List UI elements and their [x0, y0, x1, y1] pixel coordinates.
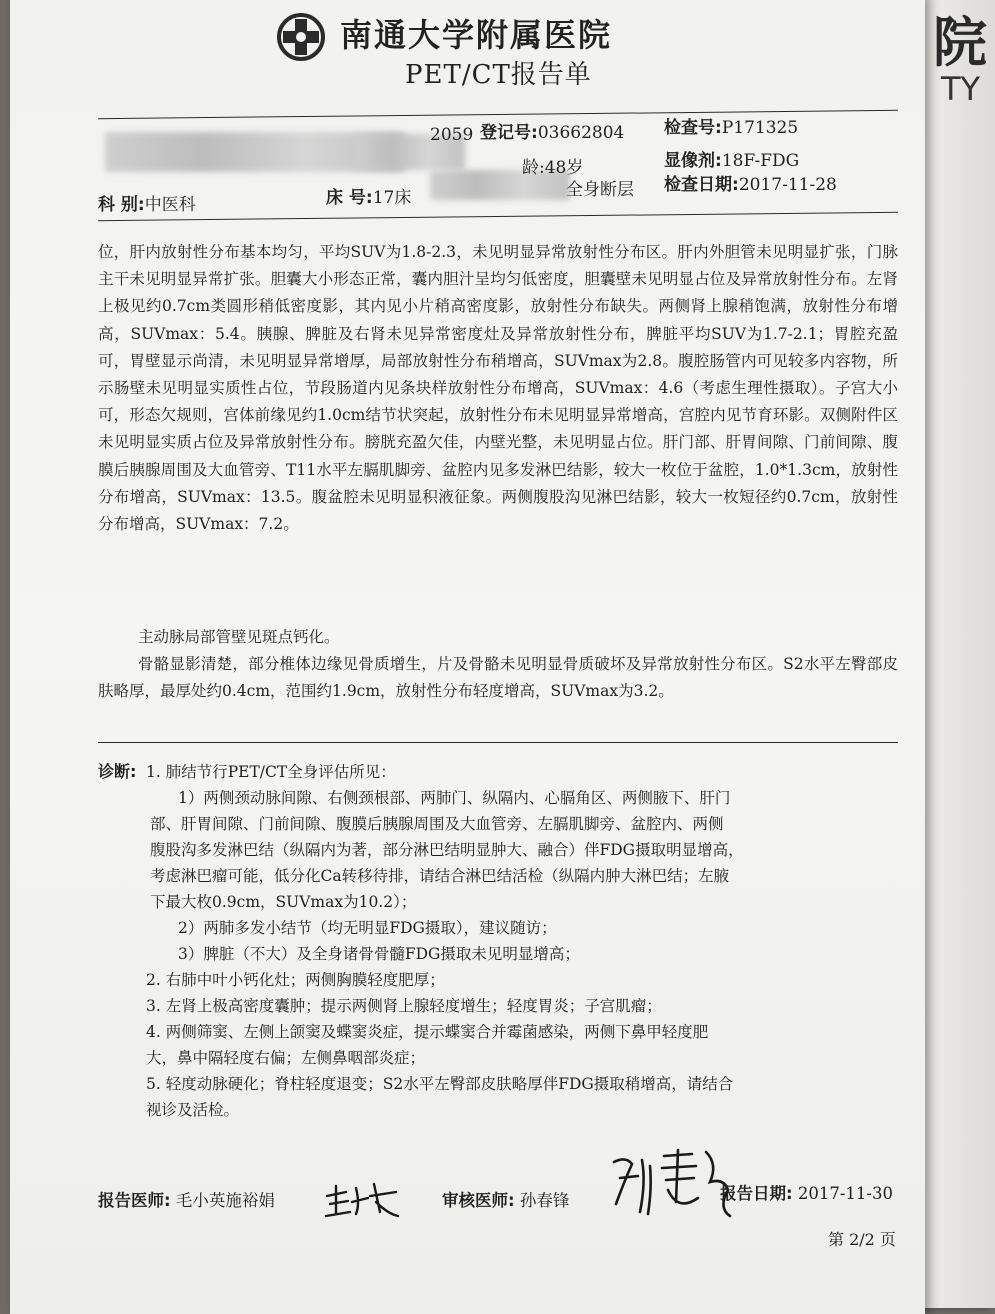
- registration-number: [480, 118, 624, 143]
- reviewer-name: 孙春锋: [519, 1191, 570, 1210]
- diagnosis-line: 1. 肺结节行PET/CT全身评估所见：: [146, 763, 396, 781]
- diagnosis-line: 下最大枚0.9cm，SUVmax为10.2）；: [150, 893, 417, 911]
- exam-number-value: P171325: [721, 118, 799, 138]
- tracer: [664, 146, 799, 171]
- report-doctor: [98, 1187, 275, 1211]
- report-date-label: 报告日期:: [720, 1184, 793, 1203]
- page-number: 第 2/2 页: [828, 1230, 896, 1249]
- report-date-value: 2017-11-30: [797, 1184, 893, 1203]
- reviewer-label: 审核医师:: [442, 1191, 515, 1210]
- diagnosis-line: 大，鼻中隔轻度右偏；左侧鼻咽部炎症；: [146, 1049, 426, 1067]
- findings-paragraph-2: 主动脉局部管壁见斑点钙化。: [138, 628, 340, 646]
- report-sheet: [10, 0, 925, 1314]
- report-doctor-label: 报告医师:: [98, 1191, 171, 1210]
- diagnosis-line: 5. 轻度动脉硬化；脊柱轻度退变；S2水平左臀部皮肤略厚伴FDG摄取稍增高，请结合: [146, 1075, 734, 1093]
- reviewer: [442, 1187, 569, 1211]
- diagnosis-label: 诊断:: [98, 762, 137, 781]
- registration-value: 03662804: [537, 123, 625, 143]
- report-date: [720, 1180, 893, 1204]
- doctor-signature: [322, 1174, 402, 1224]
- exam-date-label: 检查日期:: [664, 175, 739, 195]
- diagnosis-line: 视诊及活检。: [146, 1101, 240, 1119]
- report-doctor-name: 毛小英施裕娟: [175, 1191, 275, 1210]
- tracer-value: 18F-FDG: [721, 151, 800, 171]
- findings-paragraph-1: 位，肝内放射性分布基本均匀，平均SUV为1.8-2.3，未见明显异常放射性分布区。肝内外胆管未见明显扩张，门脉主干未见明显异常扩张。胆囊大小形态正常，囊内胆汁呈均匀低密度，胆囊壁未见明显占位及异常放射性分布。左肾上极见约0.7cm类圆形稍低密度影，其内见小片稍高密度影，放射性分布缺失。两侧肾上腺稍饱满，放射性分布增高，SUVmax：5.4。胰腺、脾脏及右肾未见异常密度灶及异常放射性分布，脾脏平均SUV为1.7-2.1；胃腔充盈可，胃壁显示尚清，未见明显异常增厚，局部放射性分布稍增高，SUVmax为2.8。腹腔肠管内可见较多内容物，所示肠壁未见明显实质性占位，节段肠道内见条块样放射性分布增高，SUVmax：4.6（考虑生理性摄取）。子宫大小可，形态欠规则，宫体前缘见约1.0cm结节状突起，放射性分布未见明显异常增高，宫腔内见节育环影。双侧附件区未见明显实质占位及异常放射性分布。膀胱充盈欠佳，内壁光整，未见明显占位。肝门部、肝胃间隙、门前间隙、腹膜后胰腺周围及大血管旁、T11水平左膈肌脚旁、盆腔内见多发淋巴结影，较大一枚位于盆腔，1.0*1.3cm，放射性分布增高，SUVmax：13.5。腹盆腔未见明显积液征象。两侧腹股沟见淋巴结影，较大一枚短径约0.7cm，放射性分布增高，SUVmax：7.2。: [98, 243, 898, 534]
- bed-value: 17床: [372, 188, 412, 208]
- department-label: 科 别:: [98, 195, 145, 215]
- diagnosis-line: 考虑淋巴瘤可能，低分化Ca转移待排，请结合淋巴结活检（纵隔内肿大淋巴结；左腋: [150, 867, 730, 885]
- background-page-edge-text-2: TY: [941, 70, 981, 108]
- findings-paragraph-3: 骨骼显影清楚，部分椎体边缘见骨质增生，片及骨骼未见明显骨质破坏及异常放射性分布区。S2水平左臀部皮肤略厚，最厚处约0.4cm，范围约1.9cm，放射性分布轻度增高，SUVmax为3.2。: [98, 655, 898, 701]
- diagnosis-line: 2. 右肺中叶小钙化灶；两侧胸膜轻度肥厚；: [146, 971, 445, 989]
- exam-part: 全身断层: [566, 180, 634, 200]
- exam-date-value: 2017-11-28: [738, 175, 837, 195]
- report-title: PET/CT报告单: [405, 60, 592, 90]
- tracer-label: 显像剂:: [664, 151, 722, 171]
- diagnosis-line: 3. 左肾上极高密度囊肿；提示两侧肾上腺轻度增生；轻度胃炎；子宫肌瘤；: [146, 997, 662, 1015]
- registration-label: 登记号:: [480, 123, 538, 143]
- hospital-logo-icon: [276, 12, 326, 62]
- background-page-edge-text: 院: [933, 11, 987, 74]
- diagnosis-line: 腹股沟多发淋巴结（纵隔内为著，部分淋巴结明显肿大、融合）伴FDG摄取明显增高，: [150, 841, 744, 859]
- bed-label: 床 号:: [326, 188, 373, 208]
- header-bottom-rule: [98, 212, 898, 221]
- diagnosis-line: 4. 两侧筛窦、左侧上颌窦及蝶窦炎症，提示蝶窦合并霉菌感染，两侧下鼻甲轻度肥: [146, 1023, 709, 1041]
- exam-number-label: 检查号:: [664, 118, 722, 138]
- diagnosis-line: 部、肝胃间隙、门前间隙、腹膜后胰腺周围及大血管旁、左膈肌脚旁、盆腔内、两侧: [150, 815, 724, 833]
- hospital-name: 南通大学附属医院: [340, 16, 613, 54]
- department: [98, 190, 196, 215]
- diagnosis-line: 2）两肺多发小结节（均无明显FDG摄取），建议随访；: [178, 919, 557, 937]
- exam-number: [664, 113, 798, 138]
- patient-id-fragment: 2059: [430, 125, 474, 145]
- department-value: 中医科: [144, 195, 196, 215]
- bed-number: [326, 183, 411, 208]
- exam-date: [664, 170, 837, 195]
- diagnosis-top-rule: [98, 742, 898, 743]
- diagnosis-line: 1）两侧颈动脉间隙、右侧颈根部、两肺门、纵隔内、心膈角区、两侧腋下、肝门: [178, 789, 731, 807]
- patient-age: 龄:48岁: [522, 158, 584, 178]
- diagnosis-line: 3）脾脏（不大）及全身诸骨骨髓FDG摄取未见明显增高；: [178, 945, 580, 963]
